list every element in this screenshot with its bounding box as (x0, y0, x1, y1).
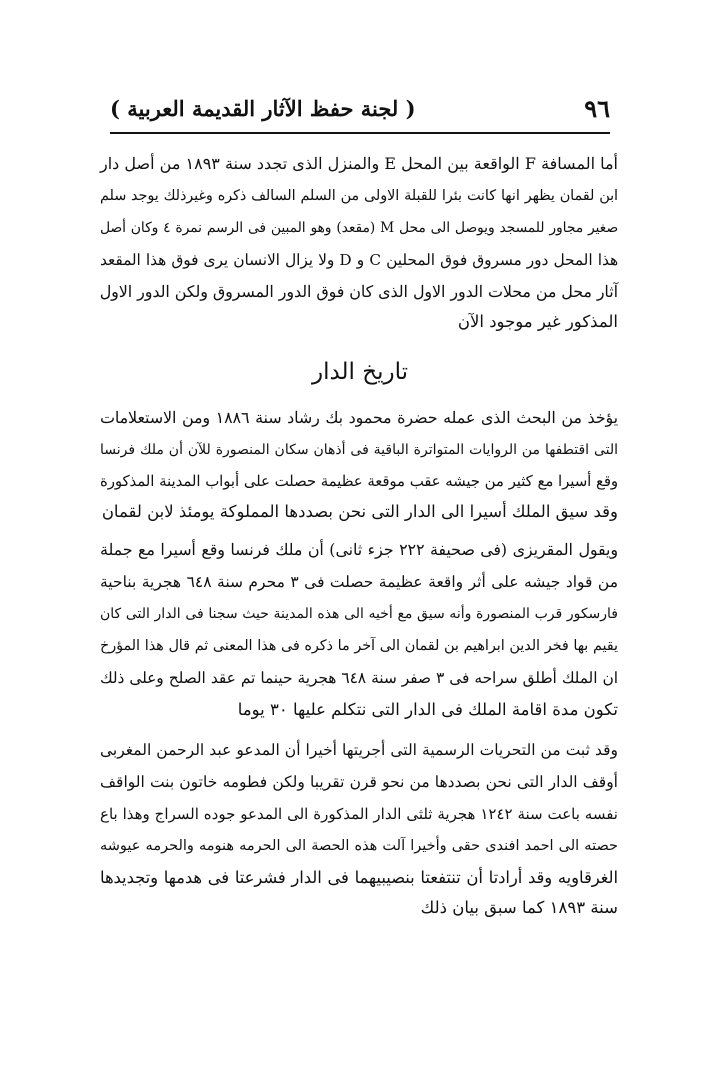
text-line: سنة ١٨٩٣ كما سبق بيان ذلك (420, 898, 618, 917)
text-line: المذكور غير موجود الآن (457, 312, 618, 331)
text-line: ان الملك أطلق سراحه فى ٣ صفر سنة ٦٤٨ هجرية حينما تم عقد الصلح وعلى ذلك (100, 669, 618, 687)
text-line: آثار محل من محلات الدور الاول الذى كان فوق الدور المسروق ولكن الدور الاول (99, 282, 618, 301)
text-line: الغرقاويه وقد أرادتا أن تنتفعتا بنصيبيهما فى الدار فشرعتا فى هدمها وتجديدها (100, 868, 618, 887)
text-line: فارسكور قرب المنصورة وأنه سيق مع أخيه الى هذه المدينة حيث سجنا فى الدار التى كان (100, 606, 618, 622)
text-line: تكون مدة اقامة الملك فى الدار التى نتكلم عليها ٣٠ يوما (237, 700, 618, 719)
header-rule (110, 132, 610, 134)
section-title: تاريخ الدار (311, 359, 409, 385)
text-line: يقيم بها فخر الدين ابراهيم بن لقمان الى آخر ما ذكره فى هذا المعنى ثم قال هذا المؤرخ (100, 638, 618, 654)
text-line: ويقول المقريزى (فى صحيفة ٢٢٢ جزء ثانى) أن ملك فرنسا وقع أسيرا مع جملة (100, 540, 618, 559)
text-line: يؤخذ من البحث الذى عمله حضرة محمود بك رشاد سنة ١٨٨٦ ومن الاستعلامات (100, 408, 618, 427)
text-line: ابن لقمان يظهر انها كانت بئرا للقبلة الاولى من السلم السالف ذكره وغيرذلك يوجد سلم (100, 188, 618, 204)
page-header (110, 88, 610, 128)
page-number: ٩٦ (584, 93, 610, 123)
running-title: ( لجنة حفظ الآثار القديمة العربية ) (110, 95, 416, 121)
text-line: من قواد جيشه على أثر واقعة عظيمة حصلت فى ٣ محرم سنة ٦٤٨ هجرية بناحية (100, 573, 618, 591)
text-line: صغير مجاور للمسجد ويوصل الى محل M (مقعد) وهو المبين فى الرسم نمرة ٤ وكان أصل (100, 220, 618, 236)
text-line: وقع أسيرا مع كثير من جيشه عقب موقعة عظيمة حصلت على أبواب المدينة المذكورة (100, 473, 618, 490)
text-line: أوقف الدار التى نحن بصددها من نحو قرن تقريبا ولكن فطومه خاتون بنت الواقف (100, 773, 618, 791)
text-line: نفسه باعت سنة ١٢٤٢ هجرية ثلثى الدار المذكورة الى المدعو جوده السراج وهذا باع (100, 805, 618, 823)
text-line: وقد ثبت من التحريات الرسمية التى أجريتها أخيرا أن المدعو عبد الرحمن المغربى (100, 741, 618, 759)
text-line: وقد سيق الملك أسيرا الى الدار التى نحن بصددها المملوكة يومئذ لابن لقمان (101, 502, 618, 521)
text-line: هذا المحل دور مسروق فوق المحلين C و D ولا يزال الانسان يرى فوق هذا المقعد (100, 251, 619, 269)
text-line: أما المسافة F الواقعة بين المحل E والمنزل الذى تجدد سنة ١٨٩٣ من أصل دار (100, 154, 619, 173)
text-line: حصته الى احمد افندى حقى وأخيرا آلت هذه الحصة الى الحرمه هنومه والحرمه عيوشه (100, 838, 618, 854)
text-line: التى اقتطفها من الروايات المتواترة الباقية فى أذهان سكان المنصورة للآن أن ملك فرنسا (100, 442, 618, 458)
